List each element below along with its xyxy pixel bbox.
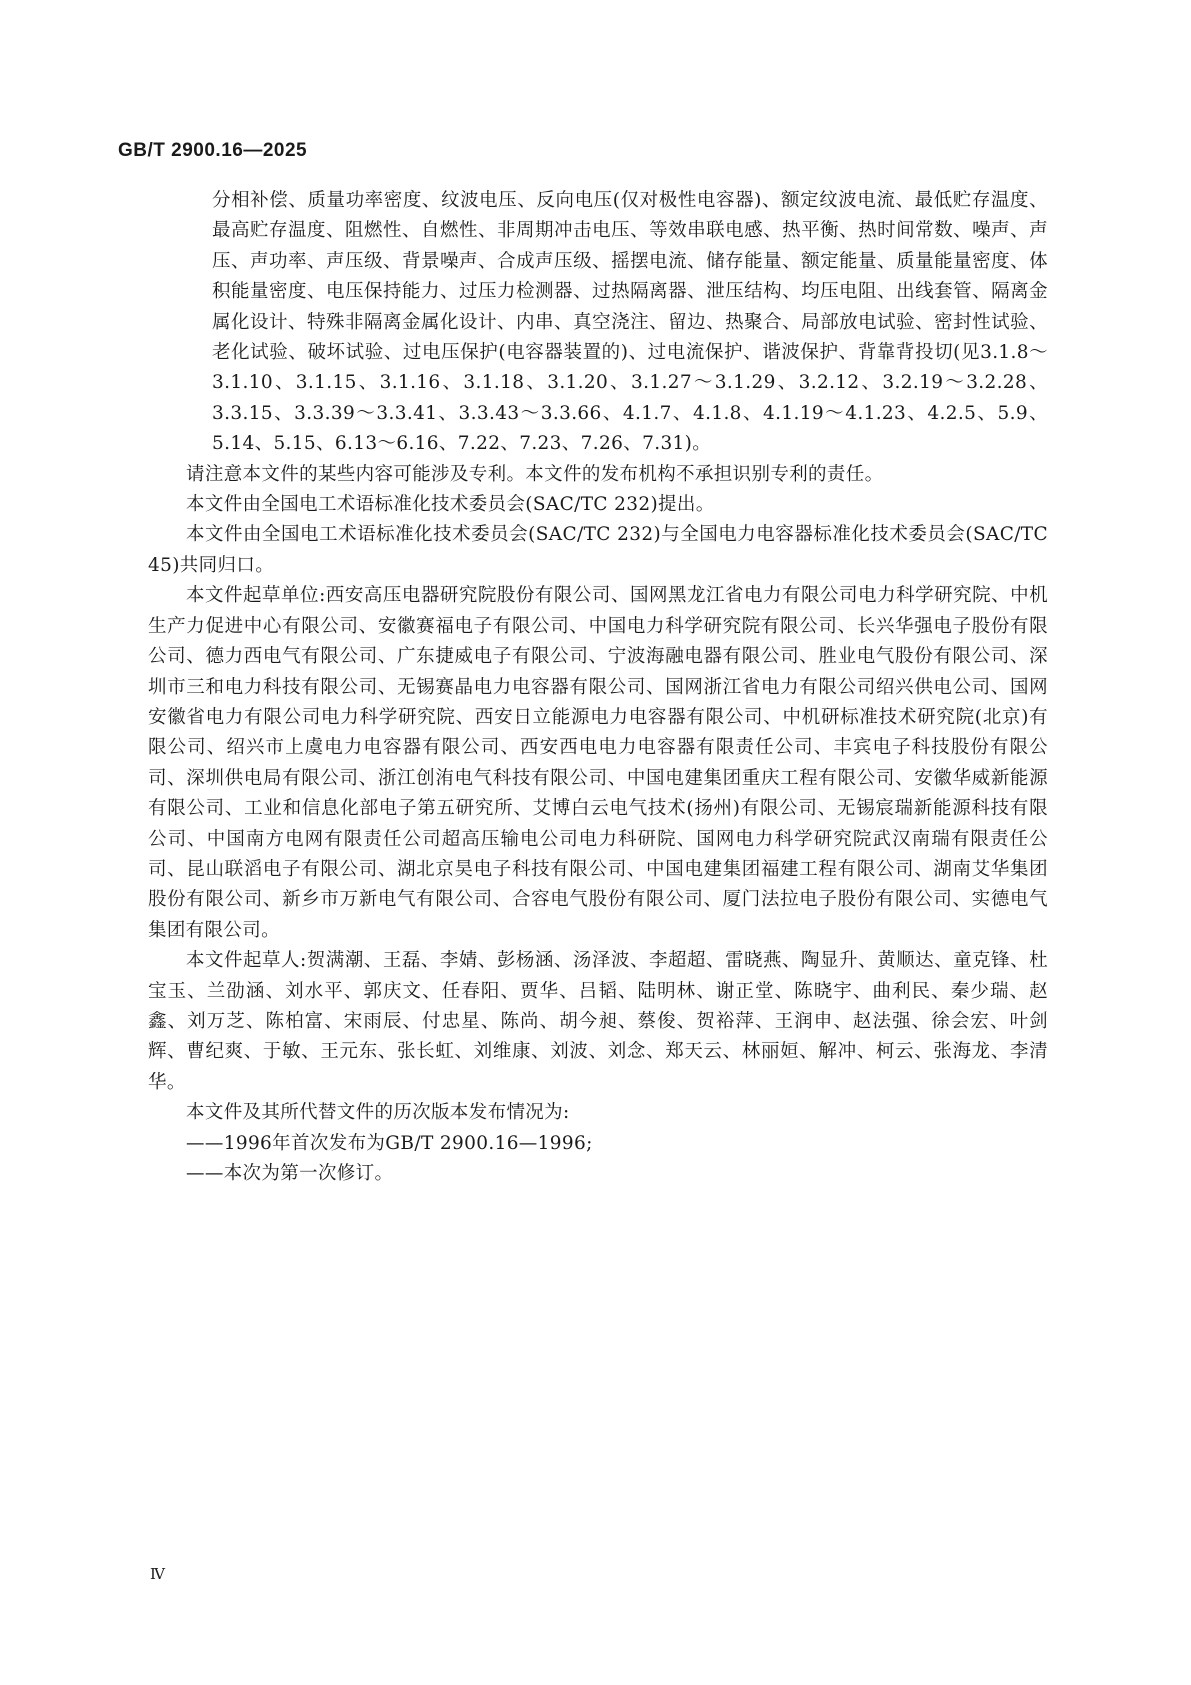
patent-notice: 请注意本文件的某些内容可能涉及专利。本文件的发布机构不承担识别专利的责任。 <box>186 463 884 485</box>
history-intro: 本文件及其所代替文件的历次版本发布情况为: <box>186 1102 570 1124</box>
drafting-units-paragraph: 本文件起草单位:西安高压电器研究院股份有限公司、国网黑龙江省电力有限公司电力科学研究院、中机生产力促进中心有限公司、安徽赛福电子有限公司、中国电力科学研究院有限公司、长兴华强电子股份有限公司、德力西电气有限公司、广东捷威电子有限公司、宁波海融电器有限公司、胜业电气股份有限公司、深圳市三和电力科技有限公司、无锡赛晶电力电容器有限公司、国网浙江省电力有限公司绍兴供电公司、国网安徽省电力有限公司电力科学研究院、西安日立能源电力电容器有限公司、中机研标准技术研究院(北京)有限公司、绍兴市上虞电力电容器有限公司、西安西电电力电容器有限责任公司、丰宾电子科技股份有限公司、深圳供电局有限公司、浙江创洧电气科技有限公司、中国电建集团重庆工程有限公司、安徽华威新能源有限公司、工业和信息化部电子第五研究所、艾博白云电气技术(扬州)有限公司、无锡宸瑞新能源科技有限公司、中国南方电网有限责任公司超高压输电公司电力科研院、国网电力科学研究院武汉南瑞有限责任公司、昆山联滔电子有限公司、湖北京昊电子科技有限公司、中国电建集团福建工程有限公司、湖南艾华集团股份有限公司、新乡市万新电气有限公司、合容电气股份有限公司、厦门法拉电子股份有限公司、实德电气集团有限公司。 <box>148 585 1048 941</box>
foreword-body <box>148 186 1048 1189</box>
centralized-by-paragraph: 本文件由全国电工术语标准化技术委员会(SAC/TC 232)与全国电力电容器标准化技术委员会(SAC/TC 45)共同归口。 <box>148 524 1048 576</box>
history-item: ——1996年首次发布为GB/T 2900.16—1996; <box>186 1132 593 1154</box>
page-number: Ⅳ <box>150 1565 165 1583</box>
standard-code-header: GB/T 2900.16—2025 <box>118 140 308 161</box>
history-item: ——本次为第一次修订。 <box>186 1163 394 1184</box>
terms-continuation-paragraph: 分相补偿、质量功率密度、纹波电压、反向电压(仅对极性电容器)、额定纹波电流、最低贮存温度、最高贮存温度、阻燃性、自燃性、非周期冲击电压、等效串联电感、热平衡、热时间常数、噪声、声压、声功率、声压级、背景噪声、合成声压级、摇摆电流、储存能量、额定能量、质量能量密度、体积能量密度、电压保持能力、过压力检测器、过热隔离器、泄压结构、均压电阻、出线套管、隔离金属化设计、特殊非隔离金属化设计、内串、真空浇注、留边、热聚合、局部放电试验、密封性试验、老化试验、破坏试验、过电压保护(电容器装置的)、过电流保护、谐波保护、背靠背投切(见3.1.8～3.1.10、3.1.15、3.1.16、3.1.18、3.1.20、3.1.27～3.1.29、3.2.12、3.2.19～3.2.28、3.3.15、3.3.39～3.3.41、3.3.43～3.3.66、4.1.7、4.1.8、4.1.19～4.1.23、4.2.5、5.9、5.14、5.15、6.13～6.16、7.22、7.23、7.26、7.31)。 <box>212 190 1048 455</box>
drafters-paragraph: 本文件起草人:贺满潮、王磊、李婧、彭杨涵、汤泽波、李超超、雷晓燕、陶显升、黄顺达、童克锋、杜宝玉、兰劭涵、刘水平、郭庆文、任春阳、贾华、吕韬、陆明林、谢正堂、陈晓宇、曲利民、秦少瑞、赵鑫、刘万芝、陈柏富、宋雨辰、付忠星、陈尚、胡今昶、蔡俊、贺裕萍、王润申、赵法强、徐会宏、叶剑辉、曹纪爽、于敏、王元东、张长虹、刘维康、刘波、刘念、郑天云、林丽姮、解冲、柯云、张海龙、李清华。 <box>148 950 1048 1093</box>
proposed-by-paragraph: 本文件由全国电工术语标准化技术委员会(SAC/TC 232)提出。 <box>186 494 715 516</box>
